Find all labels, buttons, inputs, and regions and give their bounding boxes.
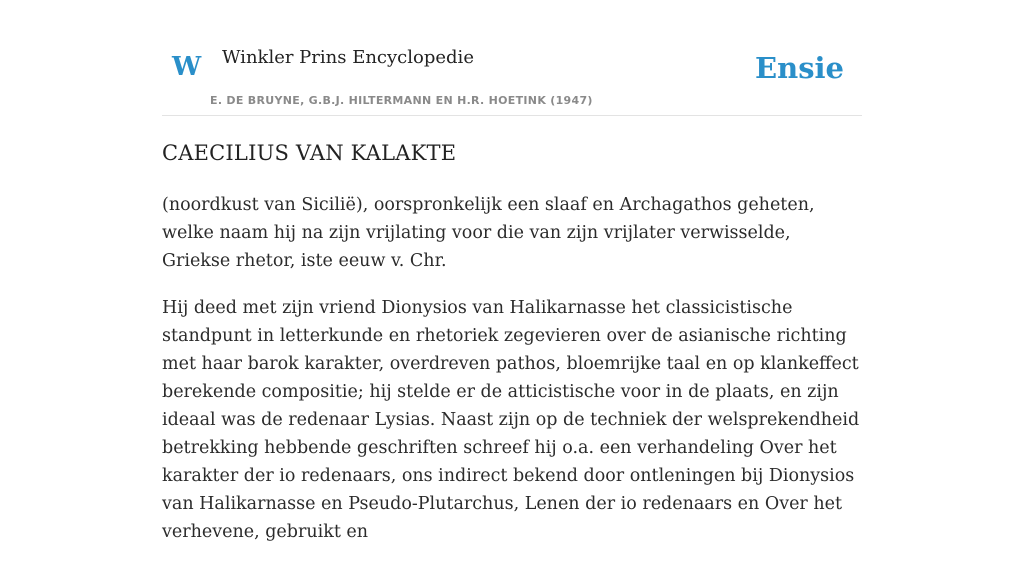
source-header — [162, 40, 862, 116]
article-title: CAECILIUS VAN KALAKTE — [162, 141, 457, 165]
winkler-prins-logo[interactable]: W — [172, 52, 202, 82]
source-title[interactable]: Winkler Prins Encyclopedie — [222, 47, 474, 68]
source-authors: E. DE BRUYNE, G.B.J. HILTERMANN EN H.R. HOETINK (1947) — [210, 94, 593, 107]
article — [162, 139, 862, 565]
article-paragraph-1: (noordkust van Sicilië), oorspronkelijk een slaaf en Archagathos geheten, welke naam hij na zijn vrijlating voor die van zijn vrijlater verwisselde, Griekse rhetor, iste eeuw v. Chr. — [162, 195, 815, 272]
ensie-logo-link[interactable]: Ensie — [755, 51, 844, 85]
article-paragraph-2: Hij deed met zijn vriend Dionysios van Halikarnasse het classicistische standpunt in letterkunde en rhetoriek zegevieren over de asianische richting met haar barok karakter, overdreven pathos, bloemrijke taal en op klankeffect berekende compositie; hij stelde er de atticistische voor in de plaats, en zijn ideaal was de redenaar Lysias. Naast zijn op de techniek der welsprekendheid betrekking hebbende geschriften schreef hij o.a. een verhandeling Over het karakter der io redenaars, ons indirect bekend door ontleningen bij Dionysios van Halikarnasse en Pseudo-Plutarchus, Lenen der io redenaars en Over het verhevene, gebruikt en — [162, 298, 860, 543]
